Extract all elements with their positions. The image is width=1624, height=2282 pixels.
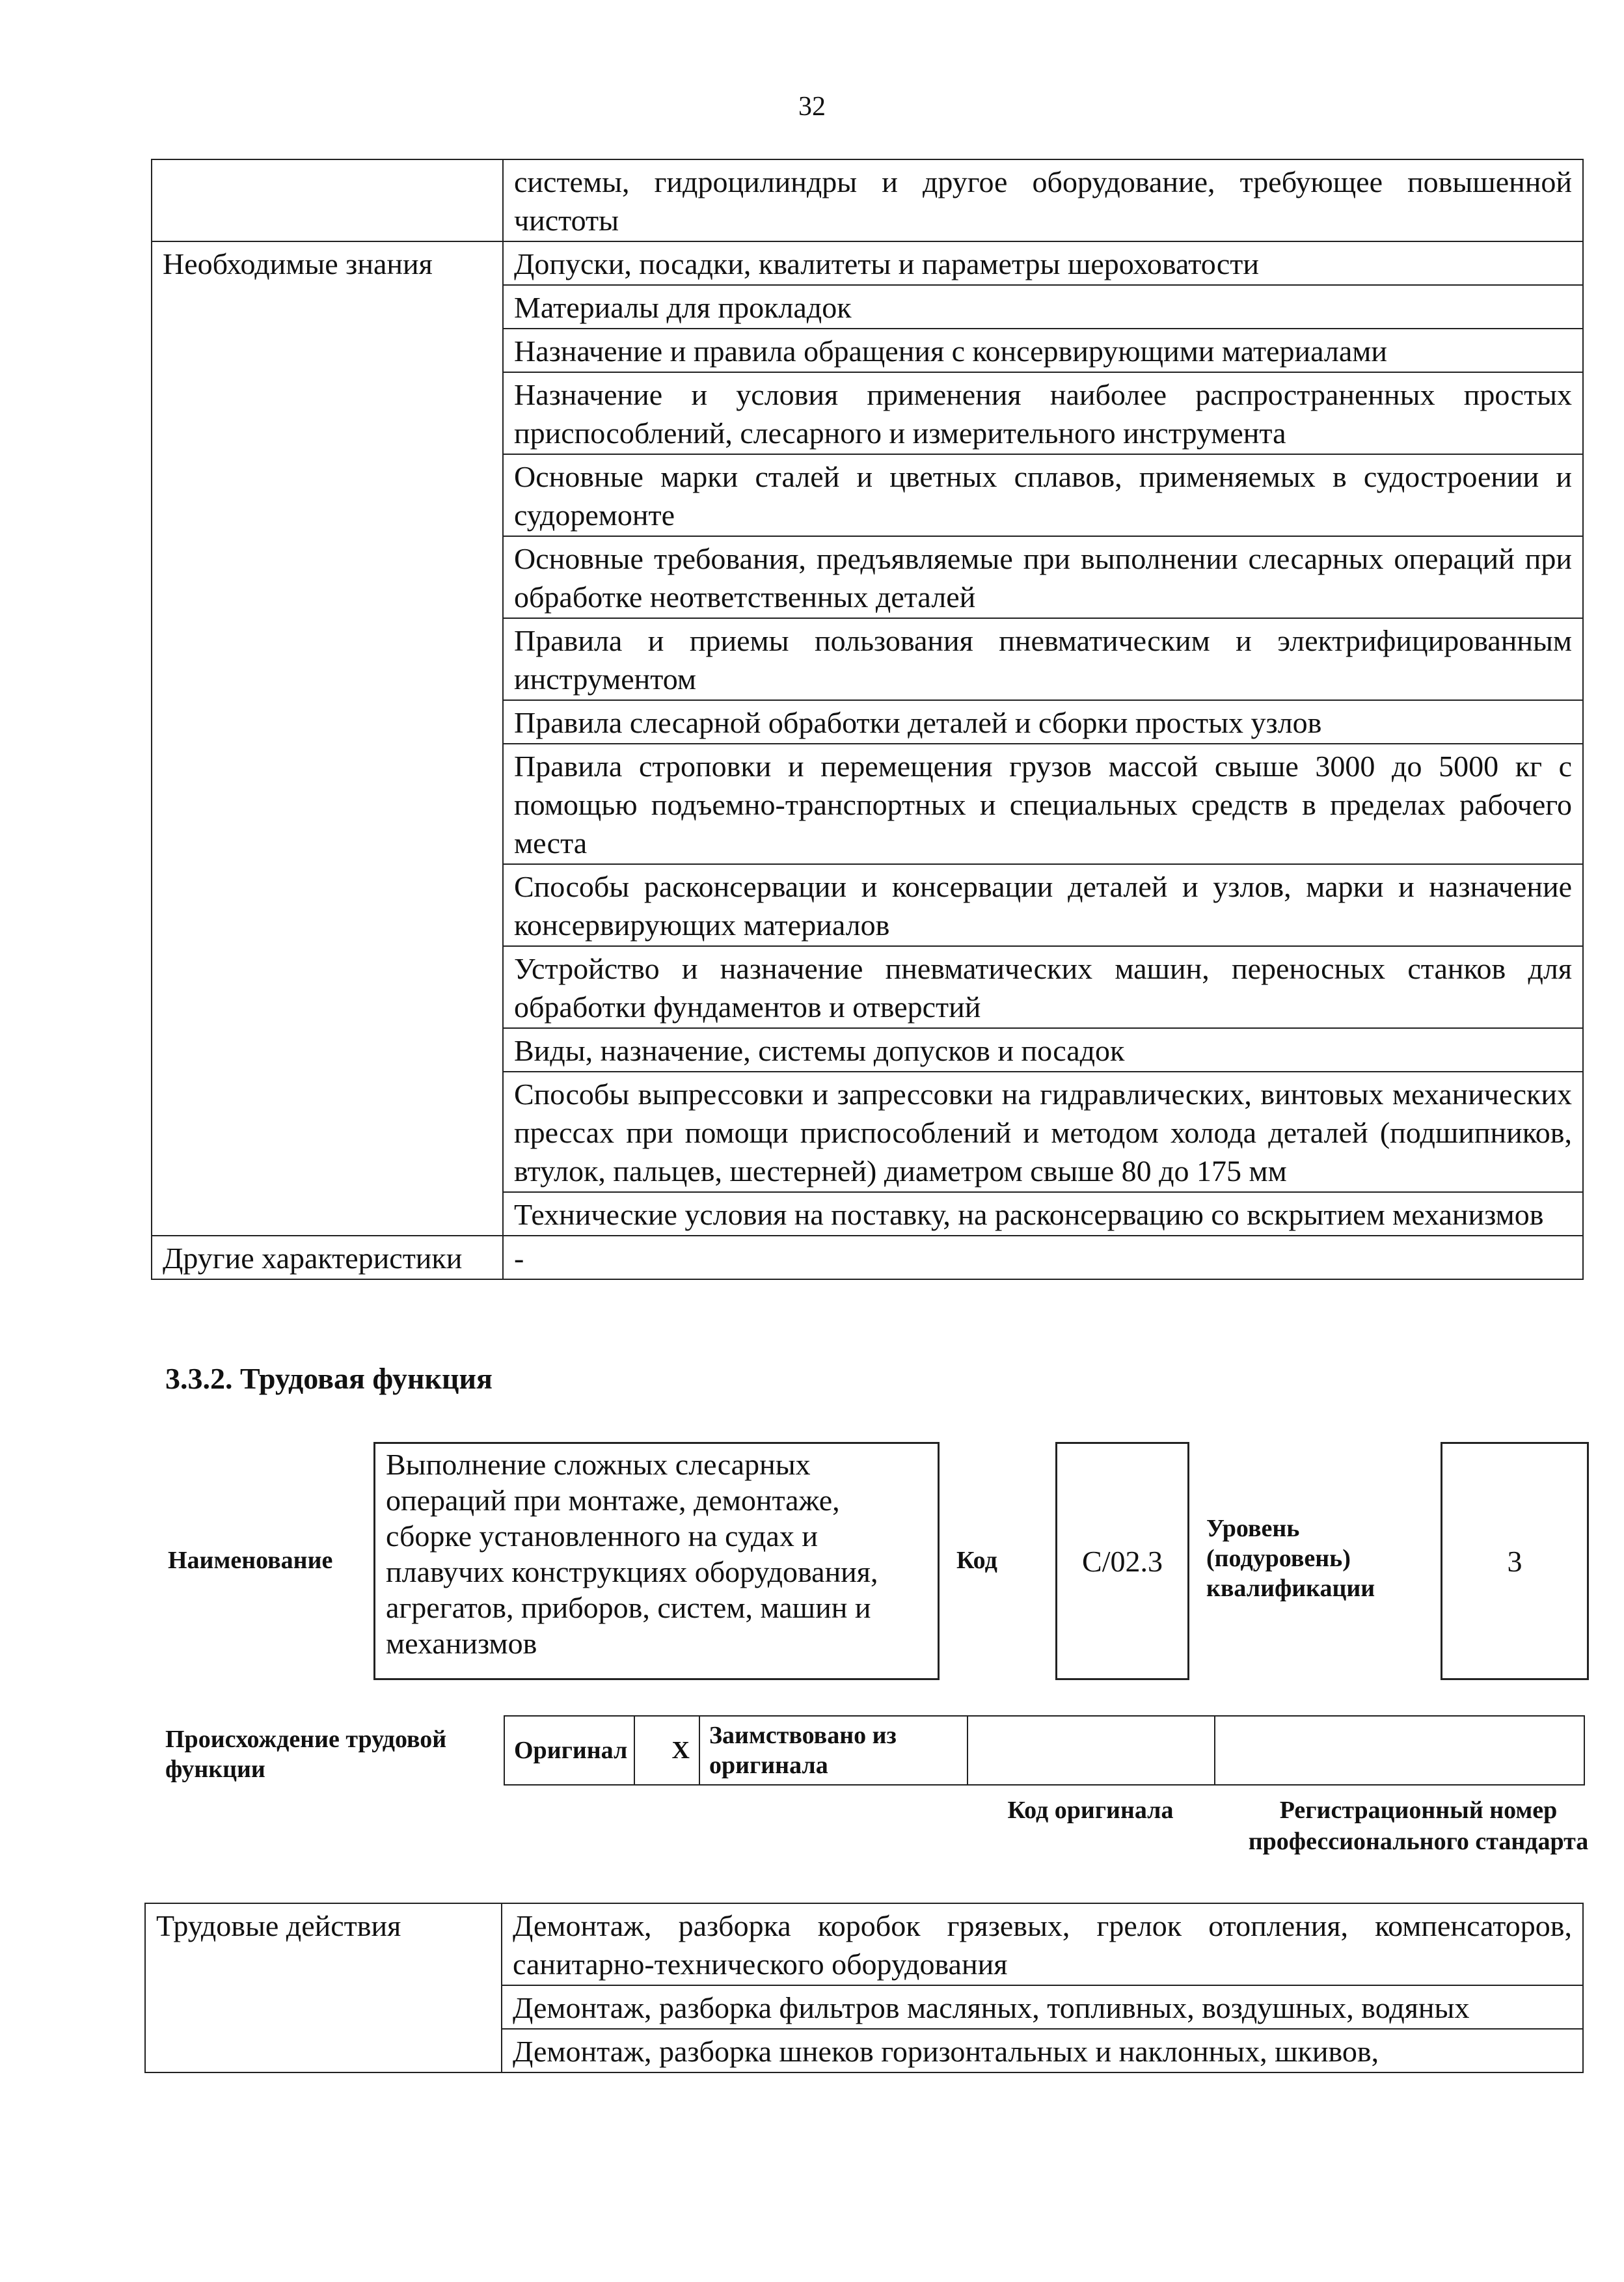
table-row bbox=[152, 1236, 1583, 1279]
knowledge-item: Материалы для прокладок bbox=[503, 285, 1583, 329]
knowledge-item: Устройство и назначение пневматических машин, переносных станков для обработки фундаментов и отверстий bbox=[503, 946, 1583, 1028]
action-item: Демонтаж, разборка коробок грязевых, грелок отопления, компенсаторов, санитарно-технического оборудования bbox=[502, 1903, 1583, 1985]
other-label: Другие характеристики bbox=[152, 1236, 503, 1279]
table-row bbox=[504, 1716, 1584, 1785]
page-number: 32 bbox=[798, 92, 826, 122]
level-value-box: 3 bbox=[1441, 1442, 1589, 1680]
code-value-box: С/02.3 bbox=[1055, 1442, 1189, 1680]
knowledge-item: Технические условия на поставку, на расконсервацию со вскрытием механизмов bbox=[503, 1192, 1583, 1236]
original-code-cell bbox=[968, 1716, 1215, 1785]
action-item: Демонтаж, разборка фильтров масляных, топливных, воздушных, водяных bbox=[502, 1985, 1583, 2029]
knowledge-item: Правила строповки и перемещения грузов массой свыше 3000 до 5000 кг с помощью подъемно-транспортных и специальных средств в пределах рабочего места bbox=[503, 744, 1583, 864]
knowledge-item: Назначение и условия применения наиболее распространенных простых приспособлений, слесарного и измерительного инструмента bbox=[503, 372, 1583, 454]
knowledge-table bbox=[151, 159, 1584, 1280]
table-row bbox=[145, 1903, 1583, 1985]
knowledge-item: Основные марки сталей и цветных сплавов, применяемых в судостроении и судоремонте bbox=[503, 454, 1583, 536]
origin-table bbox=[504, 1715, 1585, 1786]
continuation-cell: системы, гидроцилиндры и другое оборудование, требующее повышенной чистоты bbox=[503, 159, 1583, 241]
knowledge-item: Способы расконсервации и консервации деталей и узлов, марки и назначение консервирующих материалов bbox=[503, 864, 1583, 946]
original-label: Оригинал bbox=[504, 1716, 634, 1785]
actions-label: Трудовые действия bbox=[145, 1903, 502, 2072]
knowledge-item: Правила слесарной обработки деталей и сборки простых узлов bbox=[503, 700, 1583, 744]
other-value: - bbox=[503, 1236, 1583, 1279]
level-label: Уровень (подуровень) квалификации bbox=[1206, 1515, 1375, 1602]
original-mark: Х bbox=[634, 1716, 699, 1785]
knowledge-item: Основные требования, предъявляемые при выполнении слесарных операций при обработке неответственных деталей bbox=[503, 536, 1583, 618]
knowledge-item: Назначение и правила обращения с консервирующими материалами bbox=[503, 329, 1583, 372]
section-heading: 3.3.2. Трудовая функция bbox=[165, 1362, 493, 1395]
origin-label: Происхождение трудовой функции bbox=[165, 1726, 447, 1783]
table-row bbox=[152, 159, 1583, 241]
knowledge-item: Способы выпрессовки и запрессовки на гидравлических, винтовых механических прессах при помощи приспособлений и методом холода деталей (подшипников, втулок, пальцев, шестерней) диаметром свыше 80 до 175 мм bbox=[503, 1072, 1583, 1192]
name-label: Наименование bbox=[168, 1547, 333, 1574]
knowledge-item: Виды, назначение, системы допусков и посадок bbox=[503, 1028, 1583, 1072]
code-label: Код bbox=[956, 1547, 997, 1574]
table-row bbox=[152, 241, 1583, 285]
actions-table bbox=[144, 1903, 1584, 2073]
reg-number-cell bbox=[1215, 1716, 1584, 1785]
knowledge-label: Необходимые знания bbox=[152, 241, 503, 1236]
code-caption: Код оригинала bbox=[1007, 1797, 1174, 1824]
knowledge-item: Допуски, посадки, квалитеты и параметры шероховатости bbox=[503, 241, 1583, 285]
borrowed-label: Заимствовано из оригинала bbox=[699, 1716, 968, 1785]
empty-cell bbox=[152, 159, 503, 241]
knowledge-item: Правила и приемы пользования пневматическим и электрифицированным инструментом bbox=[503, 618, 1583, 700]
reg-caption: Регистрационный номер профессионального стандарта bbox=[1248, 1797, 1589, 1855]
name-value-box: Выполнение сложных слесарных операций при монтаже, демонтаже, сборке установленного на судах и плавучих конструкциях оборудования, агрегатов, приборов, систем, машин и механизмов bbox=[373, 1442, 940, 1680]
action-item: Демонтаж, разборка шнеков горизонтальных и наклонных, шкивов, bbox=[502, 2029, 1583, 2072]
